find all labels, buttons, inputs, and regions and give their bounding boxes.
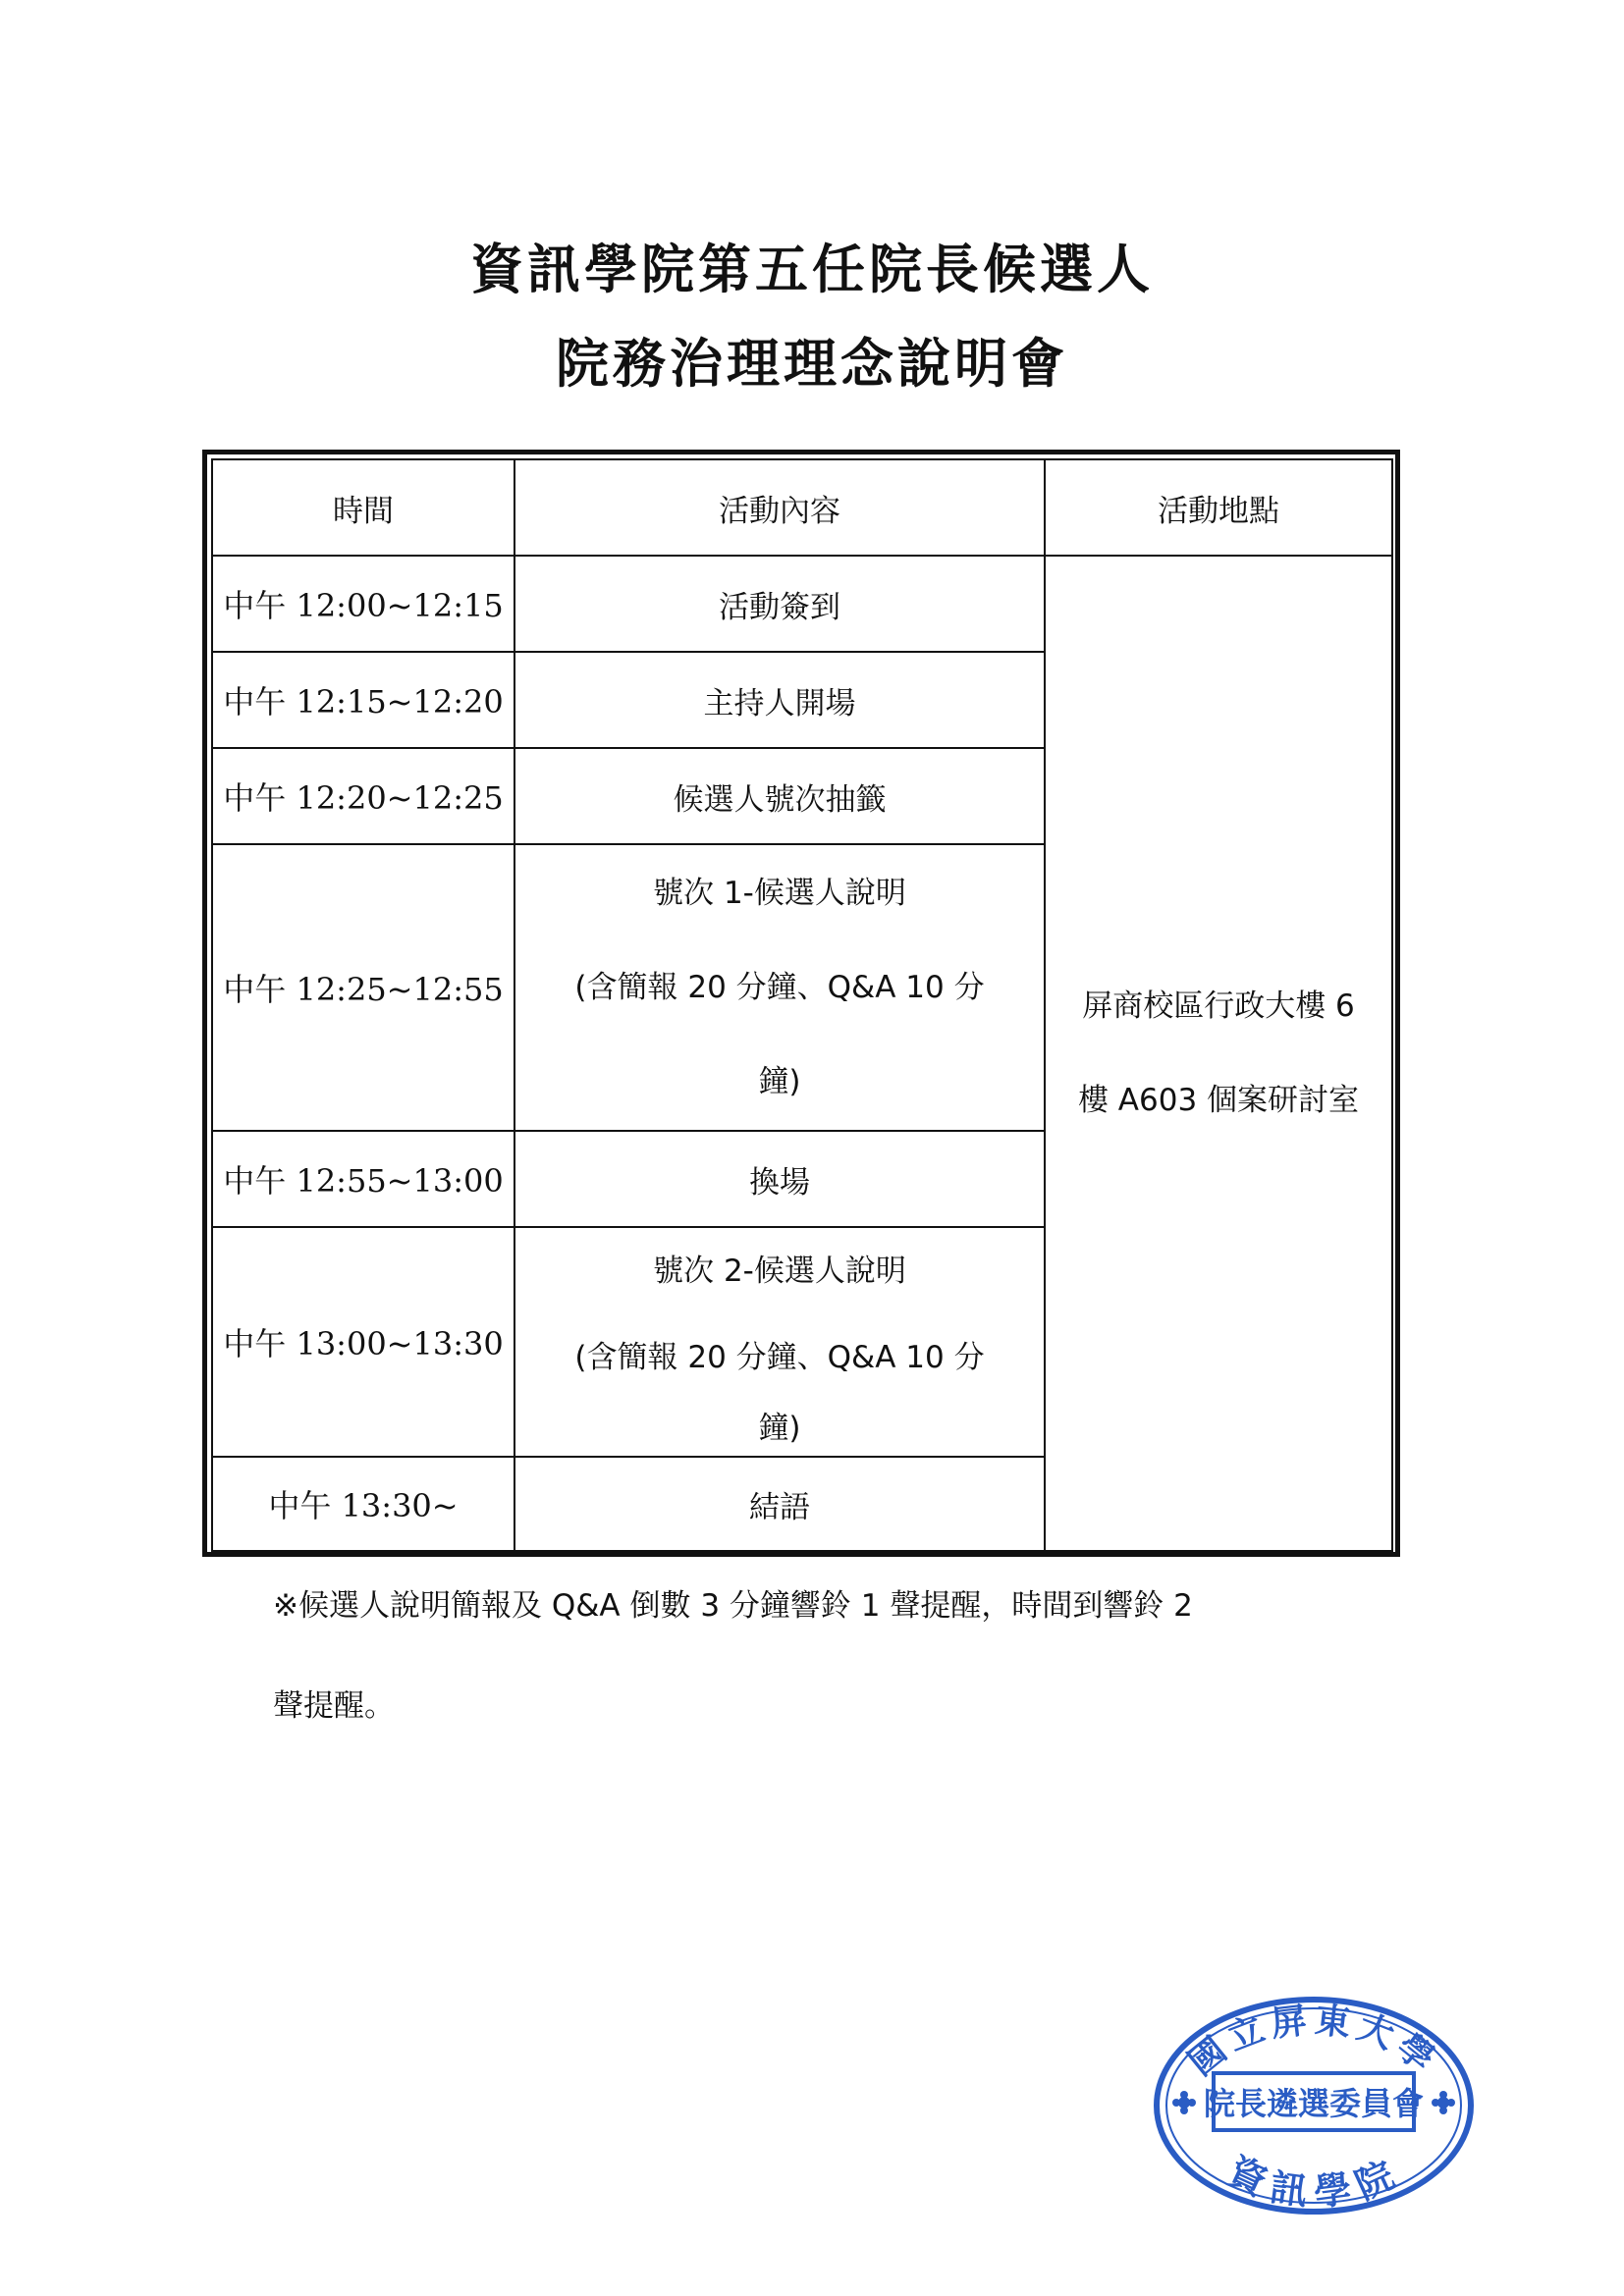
row-time: 中午 12:20~12:25 <box>212 748 514 844</box>
row-content-line: 號次 1-候選人說明 <box>653 876 906 911</box>
row-content: 主持人開場 <box>514 652 1045 748</box>
header-location: 活動地點 <box>1045 459 1392 556</box>
schedule-table <box>211 458 1393 1552</box>
header-content: 活動內容 <box>514 459 1045 556</box>
seal-middle-text: 院長遴選委員會 <box>1203 2085 1425 2122</box>
row-content: 換場 <box>514 1131 1045 1227</box>
footnote <box>273 1556 1373 1756</box>
row-time: 中午 12:00~12:15 <box>212 556 514 652</box>
official-seal <box>1147 1993 1481 2218</box>
seal-flower-icon-right <box>1432 2091 1455 2114</box>
location-line2: 樓 A603 個案研討室 <box>1077 1083 1360 1118</box>
seal-flower-icon-left <box>1172 2091 1196 2114</box>
row-time: 中午 12:25~12:55 <box>212 844 514 1131</box>
row-content: 結語 <box>514 1457 1045 1551</box>
row-content-line: (含簡報 20 分鐘、Q&A 10 分 <box>574 970 985 1005</box>
row-content <box>514 1227 1045 1457</box>
seal-bottom-textpath: 資訊學院 <box>1221 2149 1410 2216</box>
row-time: 中午 12:15~12:20 <box>212 652 514 748</box>
seal-top-textpath: 國立屏東大學 <box>1181 2000 1446 2084</box>
document-title-line1: 資訊學院第五任院長候選人 <box>470 239 1154 300</box>
row-content-line: 號次 2-候選人說明 <box>653 1254 906 1289</box>
row-time: 中午 12:55~13:00 <box>212 1131 514 1227</box>
row-content-line: (含簡報 20 分鐘、Q&A 10 分 <box>574 1340 985 1375</box>
table-header-row <box>212 459 1392 556</box>
row-content-line: 鐘) <box>758 1411 801 1446</box>
row-time: 中午 13:00~13:30 <box>212 1227 514 1457</box>
location-line1: 屏商校區行政大樓 6 <box>1082 988 1355 1024</box>
row-time: 中午 13:30~ <box>212 1457 514 1551</box>
footnote-line1: ※候選人說明簡報及 Q&A 倒數 3 分鐘響鈴 1 聲提醒，時間到響鈴 2 <box>273 1588 1193 1624</box>
document-title-line2: 院務治理理念說明會 <box>556 333 1068 395</box>
footnote-line2: 聲提醒。 <box>273 1688 395 1724</box>
location-cell <box>1045 556 1392 1551</box>
row-content: 候選人號次抽籤 <box>514 748 1045 844</box>
table-row <box>212 556 1392 652</box>
seal-top-text <box>1181 2001 1445 2084</box>
header-time: 時間 <box>212 459 514 556</box>
row-content: 活動簽到 <box>514 556 1045 652</box>
row-content <box>514 844 1045 1131</box>
row-content-line: 鐘) <box>758 1064 801 1099</box>
